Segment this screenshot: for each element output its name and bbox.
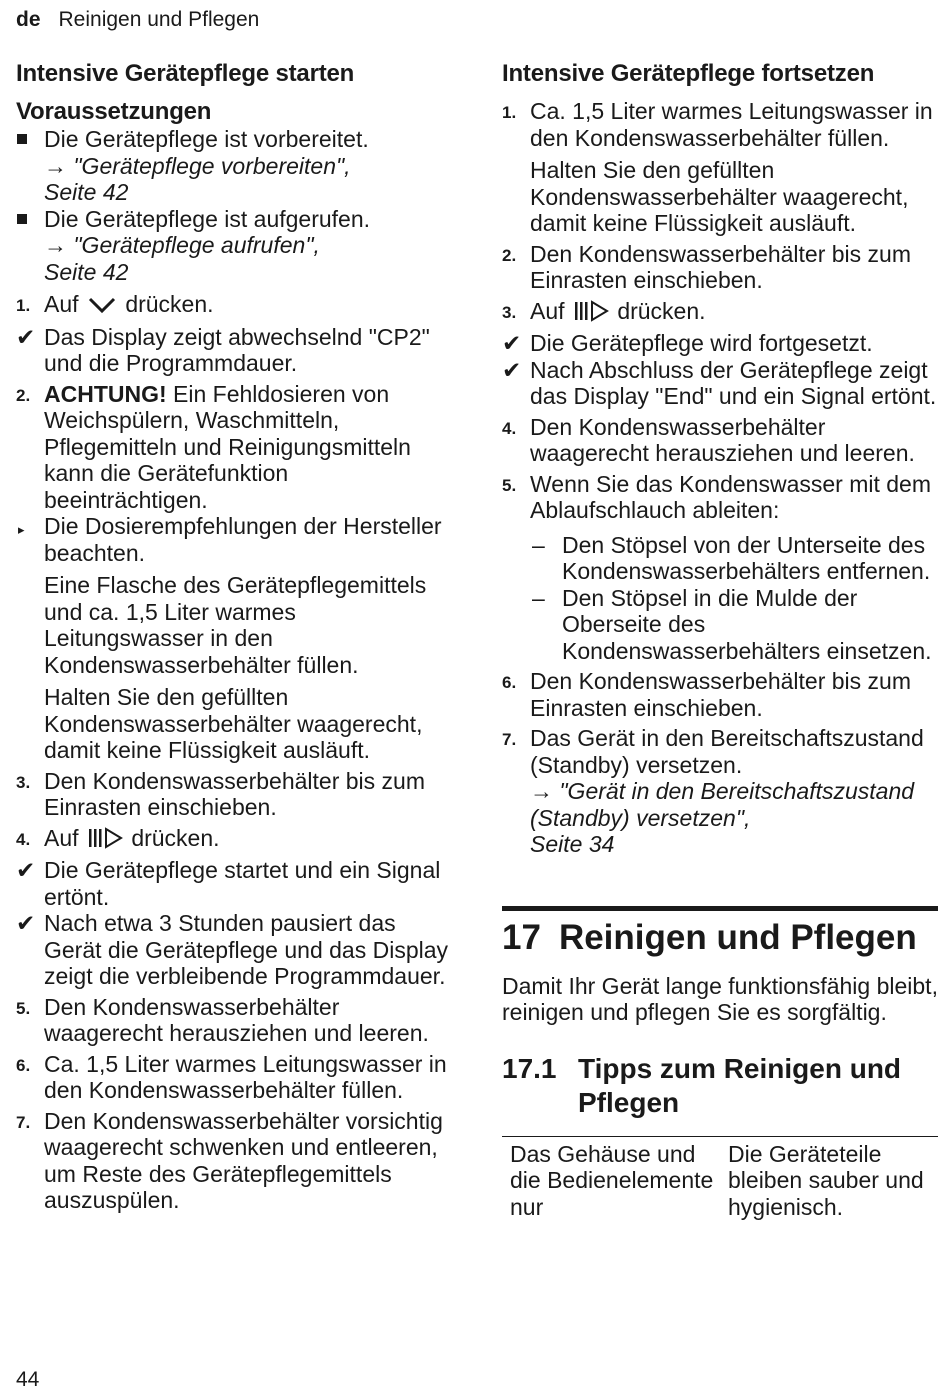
arrow-right-icon: → xyxy=(530,778,553,804)
step-5: 5. Wenn Sie das Kondenswasser mit dem Ablaufschlauch ableiten: – Den Stöpsel von der Unterseite des Kondenswasserbehälters entfernen. – Den Stöpsel in die Mulde der Oberseite des Kondenswasserbehälters einsetzen. xyxy=(502,471,938,665)
step-3: 3. Auf drücken. xyxy=(502,297,706,324)
section-title: Tipps zum Reinigen und Pflegen xyxy=(578,1052,902,1118)
prereq-item: Die Gerätepflege ist aufgerufen. → "Gerätepflege aufrufen", Seite 42 xyxy=(16,206,456,286)
result-item: ✔ Das Display zeigt abwechselnd "CP2" und die Programmdauer. xyxy=(16,323,430,376)
heading-continue-care: Intensive Gerätepflege fortsetzen xyxy=(502,60,875,87)
start-pause-icon xyxy=(573,300,609,322)
section-number: 17.1 xyxy=(502,1052,557,1084)
arrow-right-icon: → xyxy=(44,152,67,179)
chapter-intro: Damit Ihr Gerät lange funktionsfähig bleibt, reinigen und pflegen Sie es sorgfältig. xyxy=(502,972,938,1025)
result-item: ✔ Die Gerätepflege startet und ein Signal ertönt. xyxy=(16,857,441,910)
dash-bullet: – xyxy=(532,531,545,558)
step-3: 3. Den Kondenswasserbehälter bis zum Einrasten einschieben. xyxy=(16,767,425,820)
check-icon: ✔ xyxy=(16,857,36,883)
left-column xyxy=(16,60,456,1214)
check-icon: ✔ xyxy=(16,910,36,936)
check-icon: ✔ xyxy=(502,356,522,383)
dash-item: – Den Stöpsel von der Unterseite des Kondenswasserbehälters entfernen. xyxy=(532,531,931,584)
step-2: 2. ACHTUNG! Ein Fehldosieren von Weichspülern, Waschmitteln, Pflegemitteln und Reinigungsmitteln kann die Gerätefunktion beeinträchtigen. xyxy=(16,380,411,513)
paragraph: Halten Sie den gefüllten Kondenswasserbehälter waagerecht, damit keine Flüssigkeit ausläuft. xyxy=(530,157,909,236)
check-icon: ✔ xyxy=(16,323,36,350)
arrow-right-icon: → xyxy=(44,232,67,258)
cross-reference[interactable]: → "Gerätepflege vorbereiten", xyxy=(44,152,351,179)
cross-reference-page[interactable]: Seite 34 xyxy=(530,831,615,857)
result-item: ✔ Nach etwa 3 Stunden pausiert das Gerät die Gerätepflege und das Display zeigt die verbleibende Programmdauer. xyxy=(16,910,449,989)
step-6: 6. Ca. 1,5 Liter warmes Leitungswasser in den Kondenswasserbehälter füllen. xyxy=(16,1050,447,1103)
result-item: ✔ Nach Abschluss der Gerätepflege zeigt das Display "End" und ein Signal ertönt. xyxy=(502,356,937,409)
running-header xyxy=(16,8,259,32)
triangle-bullet-icon: ▸ xyxy=(18,522,25,537)
step-4: 4. Auf drücken. xyxy=(16,824,220,851)
step-2: 2. Den Kondenswasserbehälter bis zum Einrasten einschieben. xyxy=(502,240,911,293)
step-6: 6. Den Kondenswasserbehälter bis zum Einrasten einschieben. xyxy=(502,668,911,721)
tips-table xyxy=(502,1136,938,1221)
heading-start-care: Intensive Gerätepflege starten xyxy=(16,60,355,87)
header-title: Reinigen und Pflegen xyxy=(58,8,260,31)
chapter-heading xyxy=(502,906,938,959)
cross-reference[interactable]: → "Gerätepflege aufrufen", xyxy=(44,232,320,258)
dash-bullet: – xyxy=(532,584,545,611)
paragraph: Eine Flasche des Gerätepflegemittels und ca. 1,5 Liter warmes Leitungswasser in den Kondenswasserbehälter füllen. xyxy=(44,572,427,678)
warning-label: ACHTUNG! xyxy=(44,380,167,407)
table-cell: Das Gehäuse und die Bedienelemente nur xyxy=(510,1140,714,1220)
section-heading xyxy=(502,1052,938,1120)
paragraph: Halten Sie den gefüllten Kondenswasserbehälter waagerecht, damit keine Flüssigkeit ausläuft. xyxy=(44,684,423,763)
cross-reference-page[interactable]: Seite 42 xyxy=(44,258,129,285)
page-number: 44 xyxy=(16,1368,40,1391)
table-row xyxy=(502,1137,938,1221)
chapter-title: Reinigen und Pflegen xyxy=(558,917,917,957)
start-pause-icon xyxy=(87,827,123,849)
step-1: 1. Auf drücken. xyxy=(16,291,214,317)
right-column xyxy=(502,60,938,1220)
cross-reference-page[interactable]: Seite 42 xyxy=(44,179,129,205)
dash-list xyxy=(502,532,938,665)
step-7: 7. Den Kondenswasserbehälter vorsichtig waagerecht schwenken und entleeren, um Reste des Gerätepflegemittels auszuspülen. xyxy=(16,1107,443,1213)
check-icon: ✔ xyxy=(502,330,522,356)
prerequisites-heading: Voraussetzungen xyxy=(16,98,212,125)
cross-reference[interactable]: → "Gerät in den Bereitschaftszustand (Standby) versetzen", xyxy=(530,778,915,831)
square-bullet-icon xyxy=(17,214,27,224)
prereq-item: Die Gerätepflege ist vorbereitet. → "Gerätepflege vorbereiten", Seite 42 xyxy=(16,126,456,206)
step-5: 5. Den Kondenswasserbehälter waagerecht herausziehen und leeren. xyxy=(16,993,429,1046)
result-item: ✔ Die Gerätepflege wird fortgesetzt. xyxy=(502,330,873,356)
chapter-number: 17 xyxy=(502,917,541,957)
step-7: 7. Das Gerät in den Bereitschaftszustand (Standby) versetzen. → "Gerät in den Bereitschaftszustand (Standby) versetzen", Seite 34 xyxy=(502,725,938,858)
step-4: 4. Den Kondenswasserbehälter waagerecht herausziehen und leeren. xyxy=(502,413,915,466)
square-bullet-icon xyxy=(17,134,27,144)
dash-item: – Den Stöpsel in die Mulde der Oberseite des Kondenswasserbehälters einsetzen. xyxy=(532,584,932,664)
instruction-bullet: ▸ Die Dosierempfehlungen der Hersteller beachten. xyxy=(18,513,442,566)
language-code: de xyxy=(16,8,41,31)
table-cell: Die Geräteteile bleiben sauber und hygienisch. xyxy=(728,1140,924,1220)
step-1: 1. Ca. 1,5 Liter warmes Leitungswasser in den Kondenswasserbehälter füllen. xyxy=(502,98,933,151)
chevron-down-icon xyxy=(87,295,117,315)
